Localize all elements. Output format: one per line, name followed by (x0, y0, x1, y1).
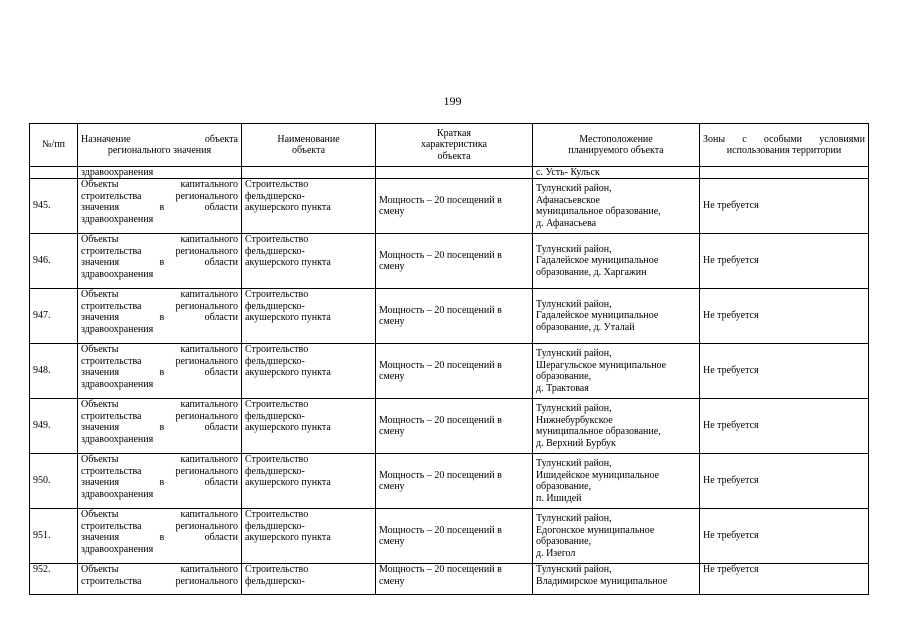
table-row-continuation (30, 167, 869, 179)
cell-zones: Не требуется (700, 179, 869, 234)
cell-zones: Не требуется (700, 289, 869, 344)
cell-name: Строительство фельдшерско- акушерского пункта (242, 509, 376, 564)
cell-location: Тулунский район, Нижнебурбукское муниципальное образование, д. Верхний Бурбук (533, 399, 700, 454)
cell-number: 947. (30, 289, 78, 344)
cell-location: Тулунский район, Едогонское муниципальное образование, д. Изегол (533, 509, 700, 564)
table-header-row (30, 124, 869, 167)
cell-number: 950. (30, 454, 78, 509)
cell-name: Строительство фельдшерско- акушерского пункта (242, 454, 376, 509)
cell-name: Строительство фельдшерско- акушерского пункта (242, 399, 376, 454)
cell-purpose: Объекты капитального строительства регионального значения в области здравоохранения (78, 509, 242, 564)
table-row (30, 179, 869, 234)
cell-name: Строительство фельдшерско- акушерского пункта (242, 234, 376, 289)
cell-number: 946. (30, 234, 78, 289)
cell-name: Строительство фельдшерско- акушерского пункта (242, 344, 376, 399)
cell-number: 951. (30, 509, 78, 564)
cell-zones: Не требуется (700, 509, 869, 564)
header-zones: Зоны с особыми условиями использования территории (700, 124, 869, 167)
cell-location: Тулунский район, Ишидейское муниципальное образование, п. Ишидей (533, 454, 700, 509)
cell-location: Тулунский район, Шерагульское муниципальное образование, д. Трактовая (533, 344, 700, 399)
table-row (30, 234, 869, 289)
header-purpose: Назначение объекта регионального значения (78, 124, 242, 167)
table-row (30, 564, 869, 595)
cell-name: Строительство фельдшерско- акушерского пункта (242, 179, 376, 234)
cell-purpose: Объекты капитального строительства регионального значения в области здравоохранения (78, 179, 242, 234)
cell-location: Тулунский район, Гадалейское муниципальное образование, д. Харгажин (533, 234, 700, 289)
table-row (30, 289, 869, 344)
cell-number (30, 167, 78, 179)
table-row (30, 399, 869, 454)
cell-number: 948. (30, 344, 78, 399)
header-number: №/пп (30, 124, 78, 167)
cell-zones: Не требуется (700, 234, 869, 289)
cell-purpose: здравоохранения (78, 167, 242, 179)
header-location: Местоположение планируемого объекта (533, 124, 700, 167)
cell-location: с. Усть- Кульск (533, 167, 700, 179)
cell-purpose: Объекты капитального строительства регионального значения в области здравоохранения (78, 399, 242, 454)
table-row (30, 454, 869, 509)
table-row (30, 509, 869, 564)
cell-characteristic: Мощность – 20 посещений в смену (376, 399, 533, 454)
cell-number: 949. (30, 399, 78, 454)
cell-name: Строительство фельдшерско- (242, 564, 376, 595)
cell-purpose: Объекты капитального строительства регионального (78, 564, 242, 595)
cell-zones (700, 167, 869, 179)
cell-number: 945. (30, 179, 78, 234)
cell-purpose: Объекты капитального строительства регионального значения в области здравоохранения (78, 234, 242, 289)
cell-zones: Не требуется (700, 454, 869, 509)
cell-purpose: Объекты капитального строительства регионального значения в области здравоохранения (78, 454, 242, 509)
page-number: 199 (443, 94, 462, 108)
table-row (30, 344, 869, 399)
cell-characteristic: Мощность – 20 посещений в смену (376, 509, 533, 564)
cell-location: Тулунский район, Владимирское муниципальное (533, 564, 700, 595)
cell-purpose: Объекты капитального строительства регионального значения в области здравоохранения (78, 289, 242, 344)
cell-characteristic: Мощность – 20 посещений в смену (376, 234, 533, 289)
header-characteristic: Краткая характеристика объекта (376, 124, 533, 167)
cell-characteristic (376, 167, 533, 179)
cell-characteristic: Мощность – 20 посещений в смену (376, 289, 533, 344)
cell-name: Строительство фельдшерско- акушерского пункта (242, 289, 376, 344)
cell-zones: Не требуется (700, 344, 869, 399)
cell-characteristic: Мощность – 20 посещений в смену (376, 564, 533, 595)
cell-characteristic: Мощность – 20 посещений в смену (376, 179, 533, 234)
cell-number: 952. (30, 564, 78, 595)
cell-location: Тулунский район, Афанасьевское муниципальное образование, д. Афанасьева (533, 179, 700, 234)
cell-zones: Не требуется (700, 399, 869, 454)
cell-purpose: Объекты капитального строительства регионального значения в области здравоохранения (78, 344, 242, 399)
cell-characteristic: Мощность – 20 посещений в смену (376, 344, 533, 399)
cell-location: Тулунский район, Гадалейское муниципальное образование, д. Уталай (533, 289, 700, 344)
header-name: Наименование объекта (242, 124, 376, 167)
cell-zones: Не требуется (700, 564, 869, 595)
cell-name (242, 167, 376, 179)
objects-table (29, 123, 869, 595)
cell-characteristic: Мощность – 20 посещений в смену (376, 454, 533, 509)
